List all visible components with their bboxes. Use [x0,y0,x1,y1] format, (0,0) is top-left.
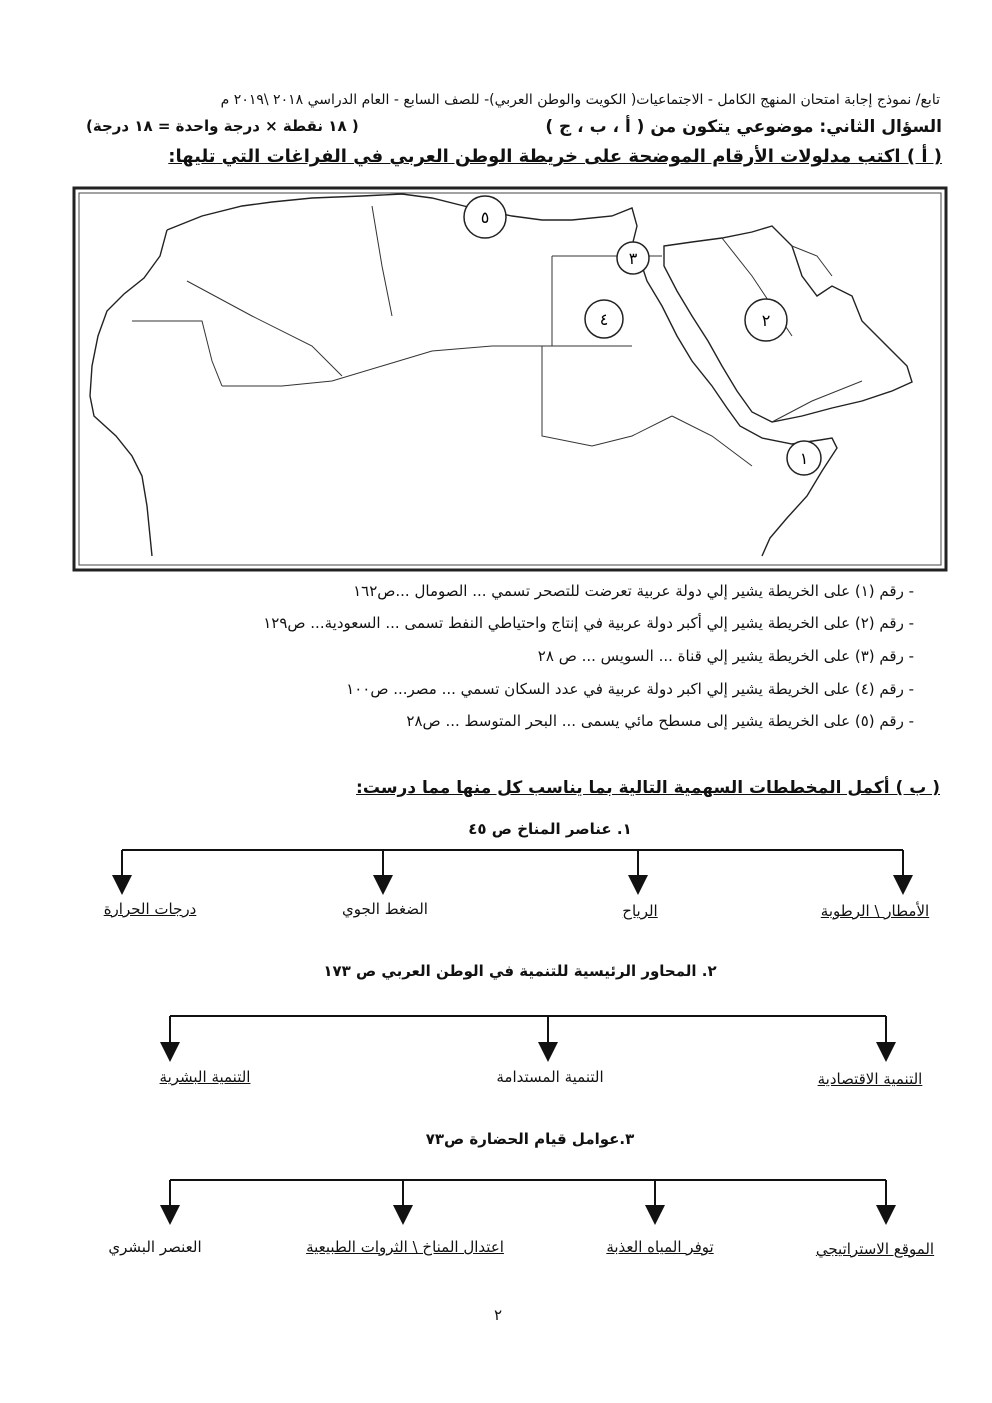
page-number: ٢ [494,1306,503,1324]
diagram-1-item-4: درجات الحرارة [103,900,197,918]
question-title: السؤال الثاني: موضوعي يتكون من ( أ ، ب ، ج ) [545,117,942,137]
map-label-5: ٥ [480,208,490,227]
diagram-3-item-3: اعتدال المناخ \ الثروات الطبيعية [306,1238,504,1256]
map-label-1: ١ [799,449,809,468]
diagram-3-item-4: العنصر البشري [108,1238,202,1256]
diagram-1-title: ١. عناصر المناخ ص ٤٥ [468,820,632,838]
answer-5: - رقم (٥) على الخريطة يشير إلى مسطح مائي يسمى ... البحر المتوسط ... ص٢٨ [406,712,914,730]
question-marks: ( ١٨ نقطة × درجة واحدة = ١٨ درجة) [86,117,359,135]
answer-2: - رقم (٢) على الخريطة يشير إلي أكبر دولة عربية في إنتاج واحتياطي النفط تسمى ... السعودية... ص١٢٩ [263,614,914,632]
map-label-2: ٢ [761,311,771,330]
diagram-3-title: ٣.عوامل قيام الحضارة ص٧٣ [425,1130,635,1148]
diagram-2-item-2: التنمية المستدامة [496,1068,604,1086]
diagram-1-item-2: الرياح [622,902,658,920]
answer-4: - رقم (٤) على الخريطة يشير إلي اكبر دولة عربية في عدد السكان تسمي ... مصر... ص١٠٠ [346,680,914,698]
diagram-2-lines [170,1016,886,1052]
diagram-3-item-2: توفر المياه العذبة [606,1238,714,1256]
part-a-title: ( أ ) اكتب مدلولات الأرقام الموضحة على خريطة الوطن العربي في الفراغات التي تليها: [168,146,942,167]
diagram-1-item-1: الأمطار \ الرطوبة [820,902,930,920]
exam-header: تابع/ نموذج إجابة امتحان المنهج الكامل - الاجتماعيات( الكويت والوطن العربي)- للصف السابع - العام الدراسي ٢٠١٨ \٢٠١٩ م [220,92,940,108]
diagram-2-item-1: التنمية الاقتصادية [817,1070,923,1088]
answer-3: - رقم (٣) على الخريطة يشير إلي قناة ... السويس ... ص ٢٨ [537,647,914,665]
diagram-1-lines [122,850,903,885]
diagram-2-title: ٢. المحاور الرئيسية للتنمية في الوطن العربي ص ١٧٣ [323,962,717,980]
diagram-3-item-1: الموقع الاستراتيجي [815,1240,935,1258]
answer-1: - رقم (١) على الخريطة يشير إلي دولة عربية تعرضت للتصحر تسمي ... الصومال ...ص١٦٢ [353,582,914,600]
diagram-1-item-3: الضغط الجوي [342,900,428,918]
diagram-3-lines [170,1180,886,1215]
map-label-3: ٣ [628,249,638,268]
diagram-2-item-3: التنمية البشرية [159,1068,251,1086]
map-label-4: ٤ [599,310,609,329]
part-b-title: ( ب ) أكمل المخططات السهمية التالية بما يناسب كل منها مما درست: [356,778,940,798]
